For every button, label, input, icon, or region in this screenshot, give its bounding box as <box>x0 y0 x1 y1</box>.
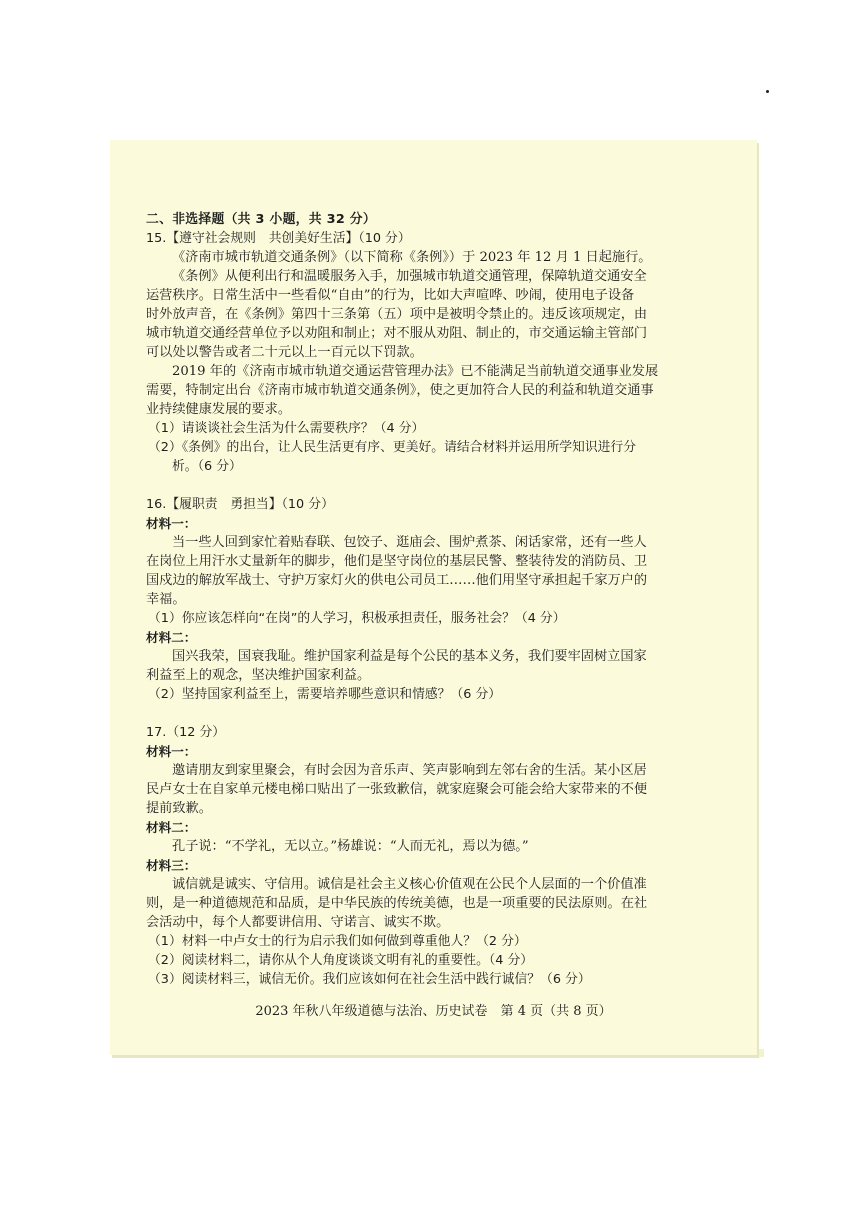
material-line: 当一些人回到家忙着贴春联、包饺子、逛庙会、围炉煮茶、闲话家常，还有一些人 <box>172 535 647 550</box>
question-title: 16.【履职责 勇担当】（10 分） <box>146 497 334 512</box>
material-line: 在岗位上用汗水丈量新年的脚步，他们是坚守岗位的基层民警、整装待发的消防员、卫 <box>146 554 648 569</box>
material-line: 城市轨道交通经营单位予以劝阻和制止；对不服从劝阻、制止的，市交通运输主管部门 <box>146 326 648 341</box>
sub-question: （3）阅读材料三，诚信无价。我们应该如何在社会生活中践行诚信？（6 分） <box>148 972 591 987</box>
material-line: 需要，特制定出台《济南市城市轨道交通条例》，使之更加符合人民的利益和轨道交通事 <box>146 383 654 398</box>
sub-question-continued: 析。（6 分） <box>172 459 242 474</box>
sub-question: （2）阅读材料二，请你从个人角度谈谈文明有礼的重要性。（4 分） <box>148 953 534 968</box>
material-line: 利益至上的观念，坚决维护国家利益。 <box>146 668 371 683</box>
question-15 <box>146 229 733 476</box>
material-line: 《条例》从便利出行和温暖服务入手，加强城市轨道交通管理，保障轨道交通安全 <box>172 269 647 284</box>
material-line: 国戍边的解放军战士、守护万家灯火的供电公司员工……他们用坚守承担起千家万户的 <box>146 573 648 588</box>
sub-question: （2）《条例》的出台，让人民生活更有序、更美好。请结合材料并运用所学知识进行分 <box>148 440 637 455</box>
exam-page <box>110 140 757 1055</box>
material-line: 时外放声音，在《条例》第四十三条第（五）项中是被明令禁止的。违反该项规定，由 <box>146 307 648 322</box>
material-line: 邀请朋友到家里聚会，有时会因为音乐声、笑声影响到左邻右舍的生活。某小区居 <box>172 763 647 778</box>
material-line: 国兴我荣，国衰我耻。维护国家利益是每个公民的基本义务，我们要牢固树立国家 <box>172 649 647 664</box>
question-17 <box>146 723 733 989</box>
material-line: 2019 年的《济南市城市轨道交通运营管理办法》已不能满足当前轨道交通事业发展 <box>172 364 659 379</box>
material-label: 材料二： <box>146 630 197 645</box>
section-title: 二、非选择题（共 3 小题，共 32 分） <box>146 212 376 227</box>
material-line: 民卢女士在自家单元楼电梯口贴出了一张致歉信，就家庭聚会可能会给大家带来的不便 <box>146 782 648 797</box>
material-line: 会活动中，每个人都要讲信用、守诺言、诚实不欺。 <box>146 915 450 930</box>
material-line: 幸福。 <box>146 592 186 607</box>
material-label: 材料一： <box>146 516 197 531</box>
page-footer: 2023 年秋八年级道德与法治、历史试卷 第 4 页（共 8 页） <box>255 1004 612 1019</box>
material-line: 孔子说：“不学礼，无以立。”杨雄说：“人而无礼，焉以为德。” <box>172 839 529 854</box>
question-title: 15.【遵守社会规则 共创美好生活】（10 分） <box>146 231 411 246</box>
material-label: 材料三： <box>146 858 197 873</box>
material-line: 诚信就是诚实、守信用。诚信是社会主义核心价值观在公民个人层面的一个价值准 <box>172 877 647 892</box>
material-line: 可以处以警告或者二十元以上一百元以下罚款。 <box>146 345 423 360</box>
sub-question: （2）坚持国家利益至上，需要培养哪些意识和情感？（6 分） <box>148 687 502 702</box>
question-16 <box>146 495 733 704</box>
material-label: 材料二： <box>146 820 197 835</box>
material-line: 业持续健康发展的要求。 <box>146 402 292 417</box>
sub-question: （1）你应该怎样向“在岗”的人学习，积极承担责任，服务社会？（4 分） <box>148 611 566 626</box>
material-line: 提前致歉。 <box>146 801 212 816</box>
question-title: 17.（12 分） <box>146 725 226 740</box>
scan-speck <box>766 90 769 93</box>
sub-question: （1）材料一中卢女士的行为启示我们如何做到尊重他人？（2 分） <box>148 934 527 949</box>
material-line: 《济南市城市轨道交通条例》（以下简称《条例》）于 2023 年 12 月 1 日起施行。 <box>172 250 652 265</box>
material-label: 材料一： <box>146 744 197 759</box>
material-line: 则，是一种道德规范和品质，是中华民族的传统美德，也是一项重要的民法原则。在社 <box>146 896 648 911</box>
sub-question: （1）请谈谈社会生活为什么需要秩序？（4 分） <box>148 421 425 436</box>
material-line: 运营秩序。日常生活中一些看似“自由”的行为，比如大声喧哗、吵闹，使用电子设备 <box>146 288 635 303</box>
